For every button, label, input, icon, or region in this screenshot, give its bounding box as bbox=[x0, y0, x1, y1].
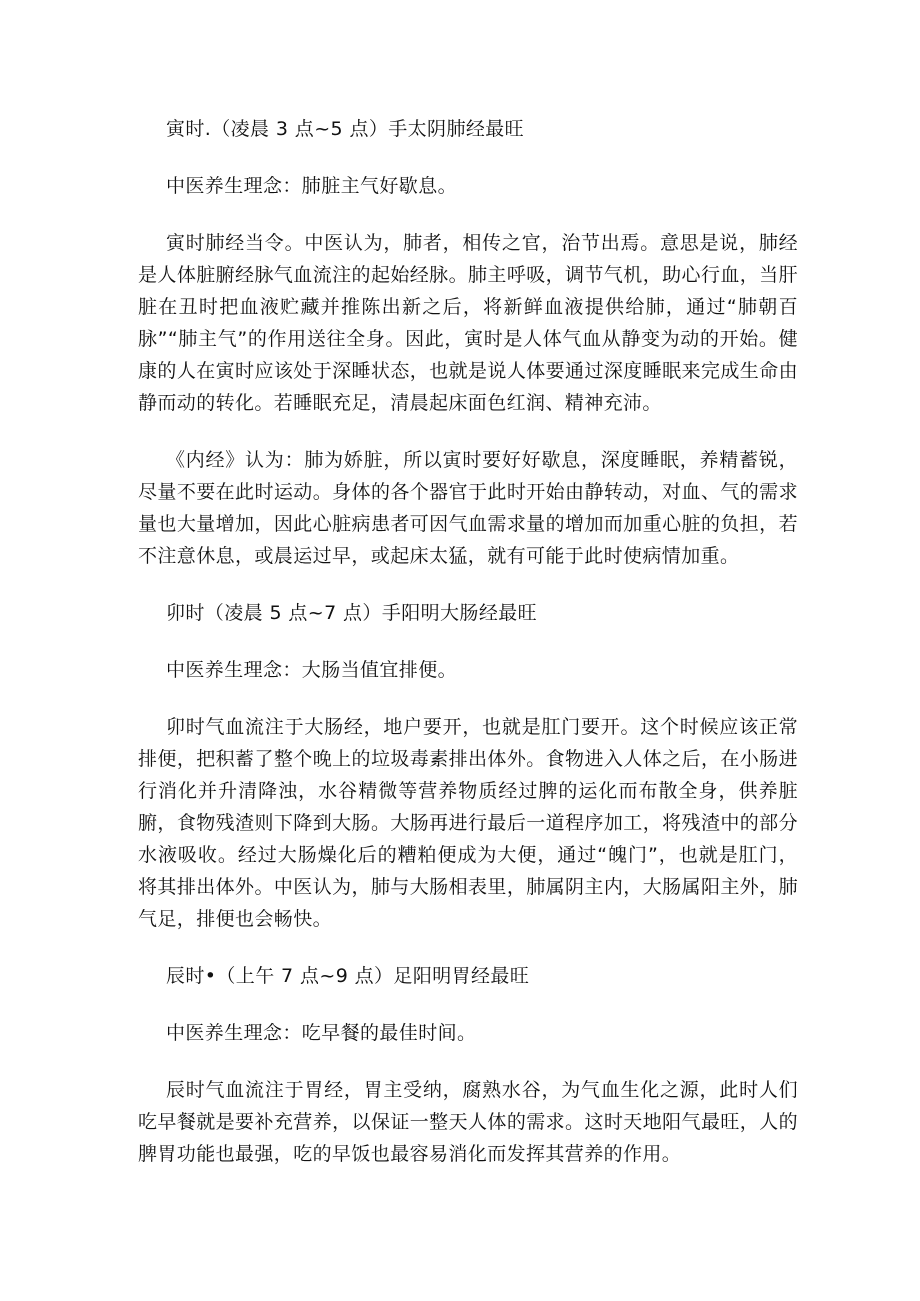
section-heading-chen-hour: 辰时•（上午 7 点~9 点）足阳明胃经最旺 bbox=[166, 965, 530, 987]
body-paragraph-yin-hour-lung: 寅时肺经当令。中医认为，肺者，相传之官，治节出焉。意思是说，肺经是人体脏腑经脉气血流注的起始经脉。肺主呼吸，调节气机，助心行血，当肝脏在丑时把血液贮藏并推陈出新之后，将新鲜血液提供给肺，通过“肺朝百脉”“肺主气”的作用送往全身。因此，寅时是人体气血从静变为动的开始。健康的人在寅时应该处于深睡状态，也就是说人体要通过深度睡眠来完成生命由静而动的转化。若睡眠充足，清晨起床面色红润、精神充沛。 bbox=[138, 232, 798, 414]
body-paragraph-chen-hour-stomach: 辰时气血流注于胃经，胃主受纳，腐熟水谷，为气血生化之源，此时人们吃早餐就是要补充营养，以保证一整天人体的需求。这时天地阳气最旺，人的脾胃功能也最强，吃的早饭也最容易消化而发挥其营养的作用。 bbox=[138, 1079, 798, 1165]
health-concept-chen-hour: 中医养生理念：吃早餐的最佳时间。 bbox=[166, 1022, 477, 1044]
section-heading-yin-hour: 寅时.（凌晨 3 点~5 点）手太阴肺经最旺 bbox=[166, 118, 525, 140]
section-heading-mao-hour: 卯时（凌晨 5 点~7 点）手阳明大肠经最旺 bbox=[166, 602, 538, 624]
health-concept-yin-hour: 中医养生理念：肺脏主气好歇息。 bbox=[166, 175, 458, 197]
health-concept-mao-hour: 中医养生理念：大肠当值宜排便。 bbox=[166, 659, 458, 681]
document-body bbox=[138, 113, 798, 1195]
body-paragraph-neijing: 《内经》认为：肺为娇脏，所以寅时要好好歇息，深度睡眠，养精蓄锐，尽量不要在此时运动。身体的各个器官于此时开始由静转动，对血、气的需求量也大量增加，因此心脏病患者可因气血需求量的增加而加重心脏的负担，若不注意休息，或晨运过早，或起床太猛，就有可能于此时使病情加重。 bbox=[138, 449, 798, 567]
body-paragraph-mao-hour-intestine: 卯时气血流注于大肠经，地户要开，也就是肛门要开。这个时候应该正常排便，把积蓄了整个晚上的垃圾毒素排出体外。食物进入人体之后，在小肠进行消化并升清降浊，水谷精微等营养物质经过脾的运化而布散全身，供养脏腑，食物残渣则下降到大肠。大肠再进行最后一道程序加工，将残渣中的部分水液吸收。经过大肠燥化后的糟粕便成为大便，通过“魄门”，也就是肛门，将其排出体外。中医认为，肺与大肠相表里，肺属阴主内，大肠属阳主外，肺气足，排便也会畅快。 bbox=[138, 716, 798, 930]
